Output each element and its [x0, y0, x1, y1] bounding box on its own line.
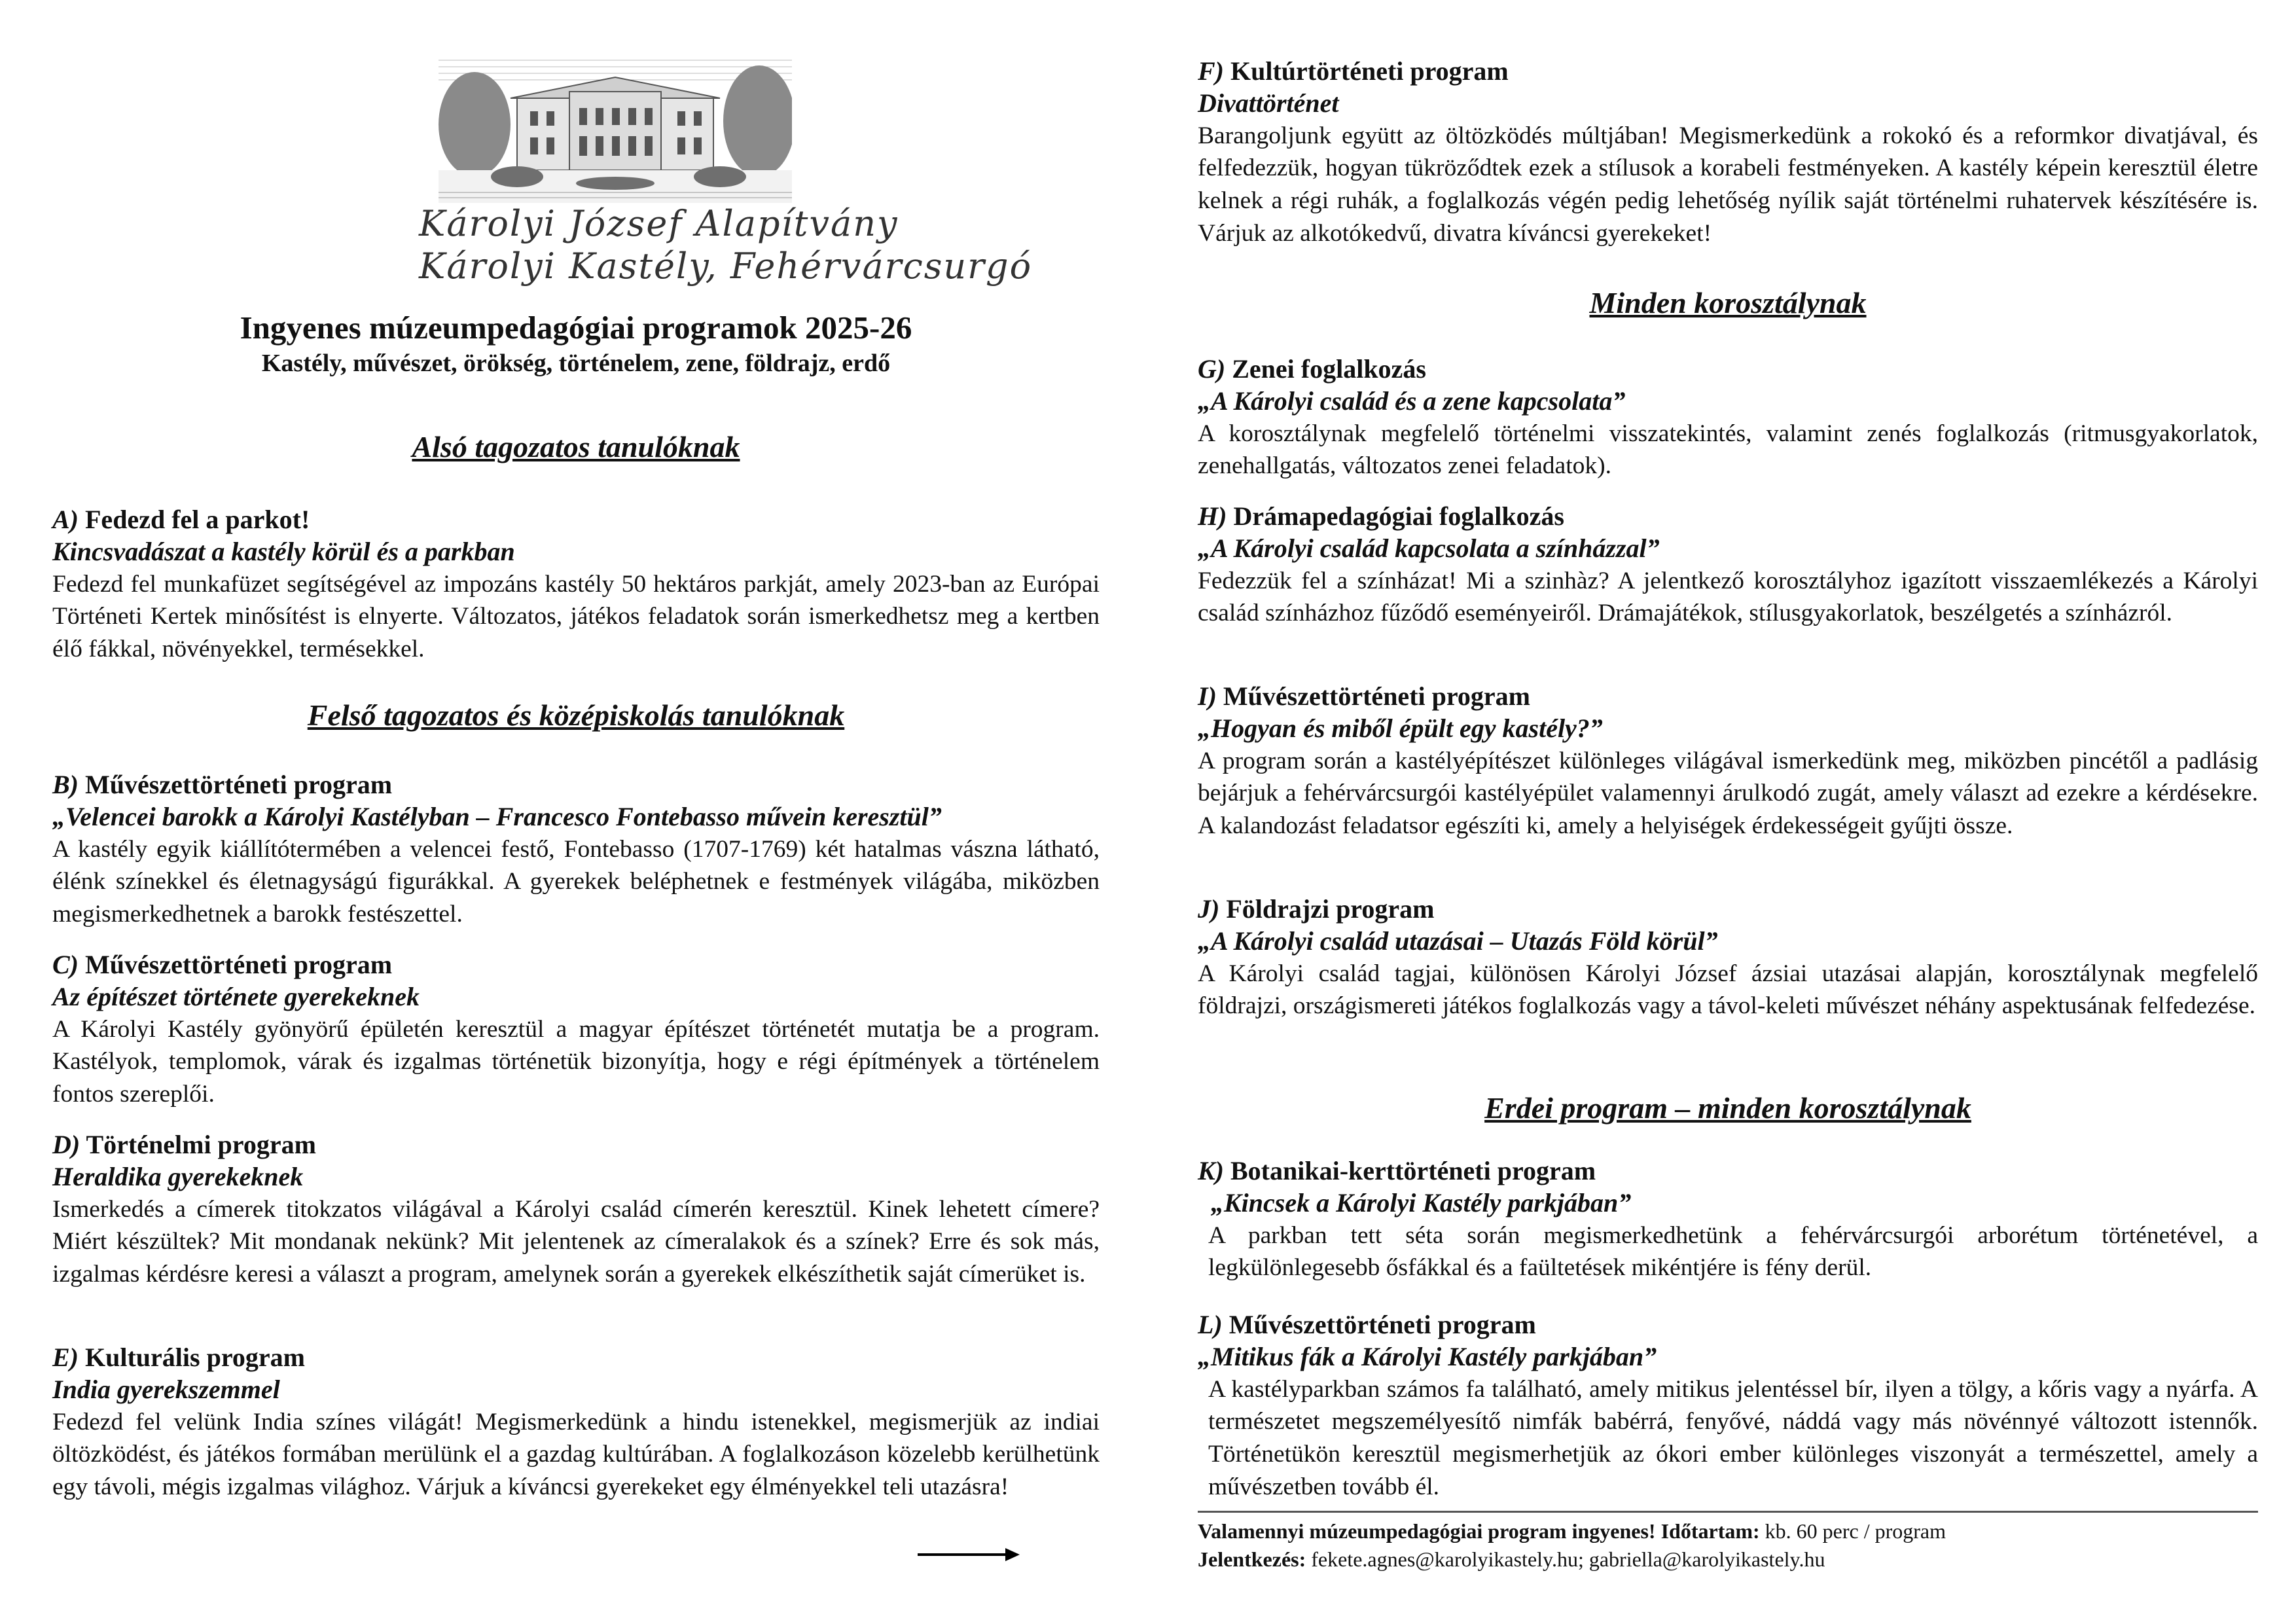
- footer-contact-label: Jelentkezés:: [1198, 1547, 1306, 1572]
- program-title: Fedezd fel a parkot!: [85, 505, 310, 534]
- program-subtitle: „Hogyan és miből épült egy kastély?”: [1198, 713, 1603, 743]
- program-description: A kastélyparkban számos fa található, amely mitikus jelentéssel bír, ilyen a tölgy, a kőris vagy a nyárfa. A természetet megszemélyesítő nimfák babérrá, fenyővé, náddá vagy más növénnyé változott istennők. Történetükön keresztül megismerhetjük az ókori ember különleges viszonyát a természettel, amely a művészetben tovább él.: [1208, 1375, 2258, 1501]
- program-i: [1198, 681, 2258, 842]
- program-letter: C): [52, 950, 79, 979]
- program-letter: D): [52, 1130, 81, 1159]
- program-letter: B): [52, 770, 79, 799]
- program-title: Kulturális program: [85, 1343, 305, 1372]
- program-description: Fedezzük fel a színházat! Mi a szinhàz? A jelentkező korosztályhoz igazított visszaemlékezés a Károlyi család színházhoz fűződő eseményeiről. Drámajátékok, stílusgyakorlatok, beszélgetés a színházról.: [1198, 567, 2258, 627]
- program-subtitle: „A Károlyi család és a zene kapcsolata”: [1198, 386, 1626, 416]
- program-title: Történelmi program: [86, 1130, 316, 1159]
- program-title: Művészettörténeti program: [85, 770, 393, 799]
- program-description: A parkban tett séta során megismerkedhetünk a fehérvárcsurgói arborétum történetével, a legkülönlegesebb ősfákkal és a faültetések mikéntjére is fény derül.: [1208, 1221, 2258, 1282]
- program-title: Művészettörténeti program: [1229, 1310, 1536, 1339]
- program-letter: H): [1198, 501, 1227, 531]
- program-subtitle: „A Károlyi család kapcsolata a színházzal”: [1198, 533, 1660, 563]
- program-description: A Károlyi család tagjai, különösen Károlyi József ázsiai utazásai alapján, korosztálynak megfelelő földrajzi, országismereti játékos foglalkozás vagy a távol-keleti művészet néhány aspektusának felfedezése.: [1198, 960, 2258, 1020]
- program-description: A korosztálynak megfelelő történelmi visszatekintés, valamint zenés foglalkozás (ritmusgyakorlatok, zenehallgatás, változatos zenei feladatok).: [1198, 420, 2258, 480]
- program-title: Drámapedagógiai foglalkozás: [1233, 501, 1564, 531]
- logo-line-castle: Károlyi Kastély, Fehérvárcsurgó: [419, 245, 1033, 287]
- program-description: Ismerkedés a címerek titokzatos világával a Károlyi család címerén keresztül. Kinek lehetett címere? Miért készültek? Mit mondanak nekünk? Mit jelentenek az címeralakok és a színek? Erre és sok más, izgalmas kérdésre keresi a választ a program, amelynek során a gyerekek elkészíthetik saját címerüket is.: [52, 1195, 1100, 1288]
- program-subtitle: „Kincsek a Károlyi Kastély parkjában”: [1211, 1187, 1632, 1218]
- program-subtitle: „Mitikus fák a Károlyi Kastély parkjában”: [1198, 1341, 1657, 1371]
- program-k: [1198, 1155, 2258, 1284]
- program-g: [1198, 353, 2258, 482]
- program-subtitle: India gyerekszemmel: [52, 1374, 280, 1404]
- program-subtitle: Az építészet története gyerekeknek: [52, 981, 420, 1011]
- program-title: Művészettörténeti program: [1223, 681, 1530, 711]
- program-subtitle: „A Károlyi család utazásai – Utazás Föld körül”: [1198, 926, 1718, 956]
- program-e: [52, 1342, 1100, 1504]
- program-letter: F): [1198, 56, 1224, 86]
- program-c: [52, 949, 1100, 1111]
- program-description: Fedezd fel velünk India színes világát! Megismerkedünk a hindu istenekkel, megismerjük az indiai öltözködést, és játékos formában merülünk el a gazdag kultúrában. A foglalkozáson közelebb kerülhetünk egy távoli, mégis izgalmas világhoz. Várjuk a kíváncsi gyerekeket egy élményekkel teli utazásra!: [52, 1408, 1100, 1501]
- program-title: Botanikai-kerttörténeti program: [1230, 1156, 1596, 1185]
- program-f: [1198, 56, 2258, 250]
- program-b: [52, 769, 1100, 931]
- program-description: Barangoljunk együtt az öltözködés múltjában! Megismerkedünk a rokokó és a reformkor divatjával, és felfedezzük, hogyan tükröződtek ezek a stílusok a korabeli festményeken. A kastély képein keresztül életre kelnek a régi ruhák, a foglalkozás végén pedig lehetőség nyílik saját történelmi ruhatervek készítésére is. Várjuk az alkotókedvű, divatra kíváncsi gyerekeket!: [1198, 122, 2258, 247]
- footer-divider: [1198, 1511, 2258, 1513]
- page-title: Ingyenes múzeumpedagógiai programok 2025-26: [240, 310, 912, 346]
- program-title: Kultúrtörténeti program: [1230, 56, 1509, 86]
- program-h: [1198, 501, 2258, 630]
- program-subtitle: Heraldika gyerekeknek: [52, 1161, 304, 1191]
- program-letter: I): [1198, 681, 1217, 711]
- footer-duration-value: kb. 60 perc / program: [1759, 1519, 1946, 1543]
- program-description: Fedezd fel munkafüzet segítségével az impozáns kastély 50 hektáros parkját, amely 2023-ban az Európai Történeti Kertek minősítést is elnyerte. Változatos, játékos feladatok során ismerkedhetsz meg a kertben élő fákkal, növényekkel, termésekkel.: [52, 570, 1100, 663]
- footer-contact-line: [1198, 1545, 2258, 1574]
- program-subtitle: „Velencei barokk a Károlyi Kastélyban – Francesco Fontebasso művein keresztül”: [52, 801, 942, 831]
- program-letter: K): [1198, 1156, 1224, 1185]
- section-heading-upper-grades: Felső tagozatos és középiskolás tanulóknak: [307, 698, 845, 732]
- program-letter: A): [52, 505, 79, 534]
- program-a: [52, 504, 1100, 666]
- program-subtitle: Divattörténet: [1198, 88, 1339, 118]
- program-subtitle: Kincsvadászat a kastély körül és a parkban: [52, 536, 515, 566]
- logo-line-foundation: Károlyi József Alapítvány: [419, 203, 899, 244]
- program-letter: G): [1198, 354, 1226, 384]
- program-letter: E): [52, 1343, 79, 1372]
- program-description: A kastély egyik kiállítótermében a velencei festő, Fontebasso (1707-1769) két hatalmas vászna látható, élénk színekkel és életnagyságú figurákkal. A gyerekek beléphetnek e festmények világába, miközben megismerkedhetnek a barokk festészettel.: [52, 835, 1100, 928]
- program-description: A Károlyi Kastély gyönyörű épületén keresztül a magyar építészet történetét mutatja be a program. Kastélyok, templomok, várak és izgalmas történetük bizonyítja, hogy e régi építmények a történelem fontos szereplői.: [52, 1015, 1100, 1108]
- footer-duration-label: Valamennyi múzeumpedagógiai program ingyenes! Időtartam:: [1198, 1519, 1760, 1543]
- arrow-right-icon: [916, 1545, 1021, 1564]
- footer-contact-emails[interactable]: fekete.agnes@karolyikastely.hu; gabriella@karolyikastely.hu: [1306, 1547, 1825, 1572]
- program-description: A program során a kastélyépítészet különleges világával ismerkedünk meg, miközben pincétől a padlásig bejárjuk a fehérvárcsurgói kastélyépület valamennyi árulkodó zugát, amely választ ad ezekre a kérdésekre. A kalandozást feladatsor egészíti ki, amely a helyiségek érdekességeit gyűjti össze.: [1198, 747, 2258, 840]
- program-d: [52, 1129, 1100, 1291]
- section-heading-all-ages: Minden korosztálynak: [1589, 286, 1867, 319]
- program-l: [1198, 1309, 2258, 1504]
- program-j: [1198, 893, 2258, 1022]
- footer-info: [1198, 1517, 2258, 1574]
- foundation-logo: [419, 52, 1033, 288]
- program-letter: J): [1198, 894, 1220, 924]
- page-title-block: [52, 308, 1100, 380]
- castle-engraving-icon: [439, 52, 792, 203]
- section-heading-lower-grades: Alsó tagozatos tanulóknak: [412, 430, 740, 463]
- footer-duration-line: [1198, 1517, 2258, 1545]
- page-subtitle: Kastély, művészet, örökség, történelem, zene, földrajz, erdő: [261, 350, 891, 378]
- program-letter: L): [1198, 1310, 1223, 1339]
- program-title: Földrajzi program: [1226, 894, 1435, 924]
- section-heading-forest: Erdei program – minden korosztálynak: [1484, 1091, 1971, 1125]
- program-title: Művészettörténeti program: [85, 950, 393, 979]
- program-title: Zenei foglalkozás: [1232, 354, 1426, 384]
